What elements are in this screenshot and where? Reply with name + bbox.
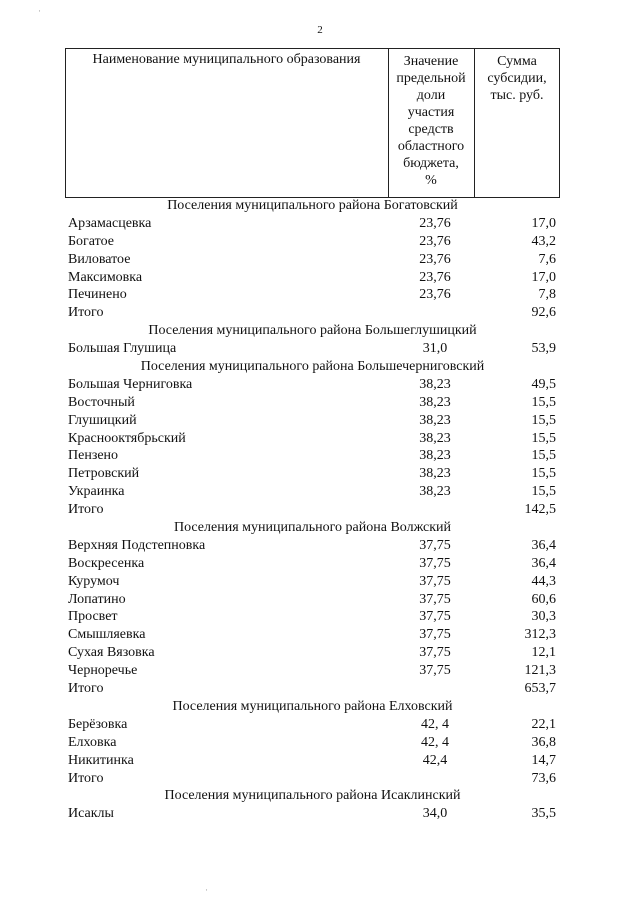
total-row [0,304,640,322]
header-share-line: предельной [396,71,466,86]
cell-sum: 15,5 [531,430,556,446]
table-row [0,805,640,823]
cell-sum: 44,3 [531,573,556,589]
cell-sum: 43,2 [531,233,556,249]
cell-name: Пензено [68,448,119,464]
cell-share: 38,23 [419,412,451,428]
cell-name: Максимовка [68,269,143,285]
cell-sum: 15,5 [531,394,556,410]
cell-share: 38,23 [419,466,451,482]
cell-name: Большая Глушица [68,341,177,357]
cell-share: 38,23 [419,376,451,392]
cell-share: 37,75 [419,591,451,607]
cell-share: 38,23 [419,448,451,464]
header-sum-line: тыс. руб. [490,88,544,103]
header-left-border [65,48,66,198]
cell-sum: 53,9 [531,341,556,357]
total-row [0,680,640,698]
cell-sum: 73,6 [531,770,556,786]
column-header-share [390,53,472,189]
total-row [0,501,640,519]
cell-sum: 49,5 [531,376,556,392]
column-header-sum [477,53,557,104]
cell-sum: 36,4 [531,537,556,553]
table-row [0,412,640,430]
section-header-row [0,358,640,376]
cell-name: Петровский [68,466,140,482]
table-row [0,716,640,734]
cell-share: 42, 4 [421,734,449,750]
cell-name: Курумоч [68,573,120,589]
cell-sum: 22,1 [531,716,556,732]
header-sum-line: субсидии, [487,71,547,86]
header-share-line: бюджета, [403,156,459,171]
table-row [0,591,640,609]
table-row [0,251,640,269]
cell-name: Глушицкий [68,412,137,428]
header-divider-2 [474,48,475,198]
table-row [0,269,640,287]
table-body [0,197,640,823]
header-share-line: Значение [403,54,459,69]
table-row [0,644,640,662]
cell-share: 38,23 [419,430,451,446]
table-row [0,465,640,483]
cell-sum: 121,3 [524,663,556,679]
table-row [0,608,640,626]
cell-share: 23,76 [419,251,451,267]
total-row [0,770,640,788]
cell-share: 38,23 [419,484,451,500]
cell-share: 31,0 [422,341,448,357]
section-header-row [0,787,640,805]
table-row [0,537,640,555]
table-row [0,483,640,501]
table-row [0,734,640,752]
table-row [0,394,640,412]
cell-name: Итого [68,305,104,321]
section-title: Поселения муниципального района Большечерниговский [140,359,485,375]
cell-name: Просвет [68,609,118,625]
section-title: Поселения муниципального района Волжский [173,520,452,536]
cell-sum: 30,3 [531,609,556,625]
cell-share: 37,75 [419,555,451,571]
table-row [0,340,640,358]
table-row [0,286,640,304]
cell-name: Итого [68,681,104,697]
section-header-row [0,519,640,537]
header-share-line: доли [416,88,446,103]
page-number: 2 [317,24,323,36]
cell-sum: 15,5 [531,484,556,500]
cell-name: Исаклы [68,806,114,822]
section-title: Поселения муниципального района Елховский [172,698,453,714]
cell-sum: 12,1 [531,645,556,661]
header-share-line: средств [408,122,454,137]
cell-share: 37,75 [419,537,451,553]
cell-sum: 35,5 [531,806,556,822]
header-sum-line: Сумма [497,54,537,69]
cell-share: 42,4 [422,752,448,768]
section-header-row [0,698,640,716]
section-header-row [0,197,640,215]
cell-sum: 7,6 [538,251,556,267]
table-row [0,430,640,448]
cell-name: Воскресенка [68,555,145,571]
cell-sum: 653,7 [524,681,556,697]
cell-name: Восточный [68,394,135,410]
section-title: Поселения муниципального района Исаклинский [164,788,461,804]
cell-name: Большая Черниговка [68,376,193,392]
cell-name: Сухая Вязовка [68,645,155,661]
cell-sum: 142,5 [524,502,556,518]
cell-name: Краснооктябрьский [68,430,186,446]
table-row [0,376,640,394]
cell-share: 23,76 [419,215,451,231]
table-row [0,662,640,680]
table-row [0,573,640,591]
cell-sum: 7,8 [538,287,556,303]
cell-name: Никитинка [68,752,134,768]
cell-share: 34,0 [422,806,448,822]
cell-sum: 36,8 [531,734,556,750]
table-row [0,233,640,251]
cell-sum: 17,0 [531,269,556,285]
header-share-line: % [425,173,437,188]
table-header [65,48,560,198]
cell-name: Итого [68,502,104,518]
table-row [0,555,640,573]
scan-mark: · [205,885,208,895]
cell-sum: 15,5 [531,412,556,428]
cell-share: 37,75 [419,645,451,661]
cell-share: 42, 4 [421,716,449,732]
table-row [0,215,640,233]
cell-name: Верхняя Подстепновка [68,537,206,553]
section-title: Поселения муниципального района Большеглушицкий [148,323,477,339]
cell-sum: 312,3 [524,627,556,643]
header-top-border [65,48,560,49]
header-share-line: областного [397,139,465,154]
cell-share: 37,75 [419,627,451,643]
cell-name: Виловатое [68,251,131,267]
header-divider-1 [388,48,389,198]
cell-name: Итого [68,770,104,786]
scan-mark: · [38,6,41,16]
table-row [0,626,640,644]
cell-share: 38,23 [419,394,451,410]
header-share-line: участия [407,105,455,120]
cell-share: 23,76 [419,287,451,303]
table-row [0,752,640,770]
cell-sum: 60,6 [531,591,556,607]
cell-sum: 36,4 [531,555,556,571]
cell-sum: 92,6 [531,305,556,321]
cell-name: Лопатино [68,591,126,607]
section-header-row [0,322,640,340]
section-title: Поселения муниципального района Богатовский [167,198,458,213]
cell-share: 23,76 [419,269,451,285]
cell-name: Смышляевка [68,627,146,643]
cell-name: Черноречье [68,663,138,679]
cell-name: Елховка [68,734,117,750]
cell-share: 23,76 [419,233,451,249]
cell-share: 37,75 [419,663,451,679]
cell-sum: 14,7 [531,752,556,768]
header-right-border [559,48,560,198]
column-header-name: Наименование муниципального образования [92,52,361,67]
cell-sum: 15,5 [531,448,556,464]
cell-name: Арзамасцевка [68,215,152,231]
cell-name: Богатое [68,233,114,249]
cell-share: 37,75 [419,609,451,625]
cell-name: Украинка [68,484,125,500]
cell-name: Печинено [68,287,127,303]
cell-sum: 15,5 [531,466,556,482]
table-row [0,447,640,465]
cell-share: 37,75 [419,573,451,589]
cell-sum: 17,0 [531,215,556,231]
cell-name: Берёзовка [68,716,128,732]
